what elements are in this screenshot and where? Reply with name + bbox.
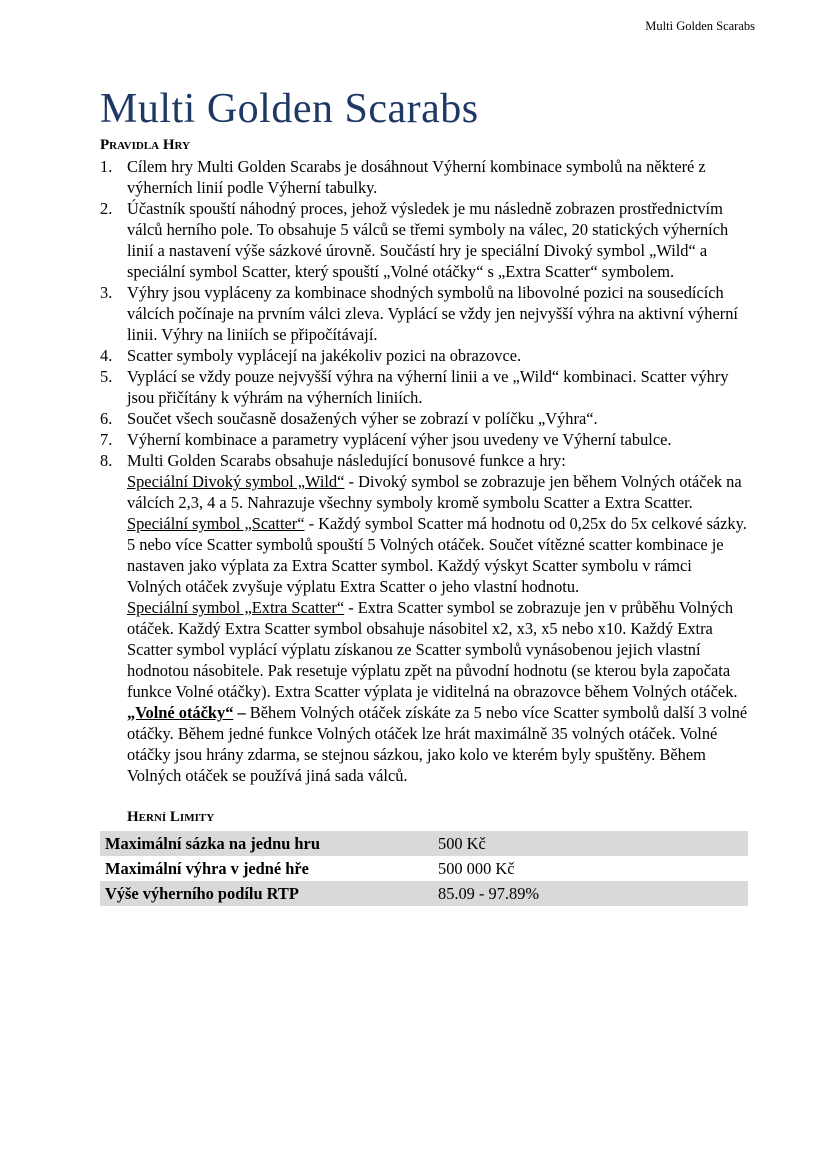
limit-value: 85.09 - 97.89%: [438, 883, 540, 903]
rule-item: [100, 282, 748, 345]
rule-number: 4.: [100, 346, 113, 365]
rule-text-intro: Multi Golden Scarabs obsahuje následující bonusové funkce a hry:: [127, 451, 566, 470]
rule-text: Výherní kombinace a parametry vyplácení výher jsou uvedeny ve Výherní tabulce.: [127, 430, 672, 449]
feature-lead: „Volné otáčky“: [127, 703, 234, 722]
rule-number: 3.: [100, 283, 113, 302]
rule-item: [100, 366, 748, 408]
limits-table: [100, 831, 748, 906]
rule-item: [100, 408, 748, 429]
feature-text: Extra Scatter symbol se zobrazuje jen v průběhu Volných otáček. Každý Extra Scatter symbol obsahuje násobitel x2, x3, x5 nebo x10. Každý Extra Scatter symbol vyplácí výplatu získanou ze Scatter symbolů vynásobenou jejich vlastní hodnotou násobitele. Pak resetuje výplatu zpět na původní hodnotu (se kterou byla započata funkce Volné otáčky). Extra Scatter výplata je viditelná na obrazovce během Volných otáček.: [127, 598, 738, 701]
page-title: Multi Golden Scarabs: [100, 86, 479, 132]
feature-text: Každý symbol Scatter má hodnotu od 0,25x do 5x celkové sázky. 5 nebo více Scatter symbolů spouští 5 Volných otáček. Součet vítězné scatter kombinace je nastaven jako výplata za Extra Scatter symbol. Každý výskyt Scatter symbolu v rámci Volných otáček zvyšuje výplatu Extra Scatter o jeho vlastní hodnotu.: [127, 514, 747, 596]
rule-number: 2.: [100, 199, 113, 218]
rule-item: [100, 156, 748, 198]
bonus-feature-wild: [127, 471, 748, 513]
bonus-feature-free-spins: [127, 702, 748, 786]
rule-number: 5.: [100, 367, 113, 386]
rules-heading: Pravidla Hry: [100, 137, 190, 153]
limit-value: 500 000 Kč: [438, 858, 515, 878]
rule-number: 8.: [100, 451, 113, 470]
rule-number: 6.: [100, 409, 113, 428]
rule-number: 1.: [100, 157, 113, 176]
limit-value: 500 Kč: [438, 833, 486, 853]
limits-row-max-win: [100, 856, 748, 881]
rule-item: [100, 345, 748, 366]
bonus-feature-extra-scatter: [127, 597, 748, 702]
rule-text: Cílem hry Multi Golden Scarabs je dosáhnout Výherní kombinace symbolů na některé z výherních linií podle Výherní tabulky.: [127, 157, 706, 197]
rule-text: [127, 450, 748, 786]
limits-row-rtp: [100, 881, 748, 906]
feature-text: Divoký symbol se zobrazuje jen během Volných otáček na válcích 2,3, 4 a 5. Nahrazuje všechny symboly kromě symbolu Scatter a Extra Scatter.: [127, 472, 742, 512]
rule-text: Vyplácí se vždy pouze nejvyšší výhra na výherní linii a ve „Wild“ kombinaci. Scatter výhry jsou přičítány k výhrám na výherních liniích.: [127, 367, 729, 407]
rule-text: Výhry jsou vypláceny za kombinace shodných symbolů na libovolné pozici na sousedících válcích počínaje na prvním válci zleva. Vyplácí se vždy jen nejvyšší výhra na aktivní výherní linii. Výhry na liniích se připočítávají.: [127, 283, 738, 344]
rule-text: Součet všech současně dosažených výher se zobrazí v políčku „Výhra“.: [127, 409, 598, 428]
feature-text: Během Volných otáček získáte za 5 nebo více Scatter symbolů další 3 volné otáčky. Během jedné funkce Volných otáček lze hrát maximálně 35 volných otáček. Volné otáčky jsou hrány zdarma, se stejnou sázkou, jako kolo ve kterém byly spuštěny. Během Volných otáček se používá jiná sada válců.: [127, 703, 748, 785]
feature-lead: Speciální Divoký symbol „Wild“: [127, 472, 345, 491]
limits-heading: Herní Limity: [127, 809, 215, 825]
limit-label: Maximální výhra v jedné hře: [105, 858, 309, 878]
rule-item: [100, 429, 748, 450]
bonus-feature-scatter: [127, 513, 748, 597]
feature-separator: -: [344, 472, 359, 491]
feature-lead: Speciální symbol „Scatter“: [127, 514, 305, 533]
feature-lead: Speciální symbol „Extra Scatter“: [127, 598, 345, 617]
limit-label: Maximální sázka na jednu hru: [105, 833, 320, 853]
rule-item: [100, 450, 748, 786]
rule-text: Účastník spouští náhodný proces, jehož výsledek je mu následně zobrazen prostřednictvím válců herního pole. To obsahuje 5 válců se třemi symboly na válec, 20 statických výherních linií a nastavení výše sázkové úrovně. Součástí hry je speciální Divoký symbol „Wild“ a speciální symbol Scatter, který spouští „Volné otáčky“ s „Extra Scatter“ symbolem.: [127, 199, 729, 281]
rule-text: Scatter symboly vyplácejí na jakékoliv pozici na obrazovce.: [127, 346, 522, 365]
feature-separator: –: [233, 703, 250, 722]
rule-number: 7.: [100, 430, 113, 449]
rules-list: [100, 156, 748, 786]
rule-item: [100, 198, 748, 282]
feature-separator: -: [344, 598, 358, 617]
feature-separator: -: [304, 514, 319, 533]
page-content: [100, 84, 748, 906]
limit-label: Výše výherního podílu RTP: [105, 883, 299, 903]
running-header: Multi Golden Scarabs: [645, 19, 755, 33]
limits-row-max-bet: [100, 831, 748, 856]
